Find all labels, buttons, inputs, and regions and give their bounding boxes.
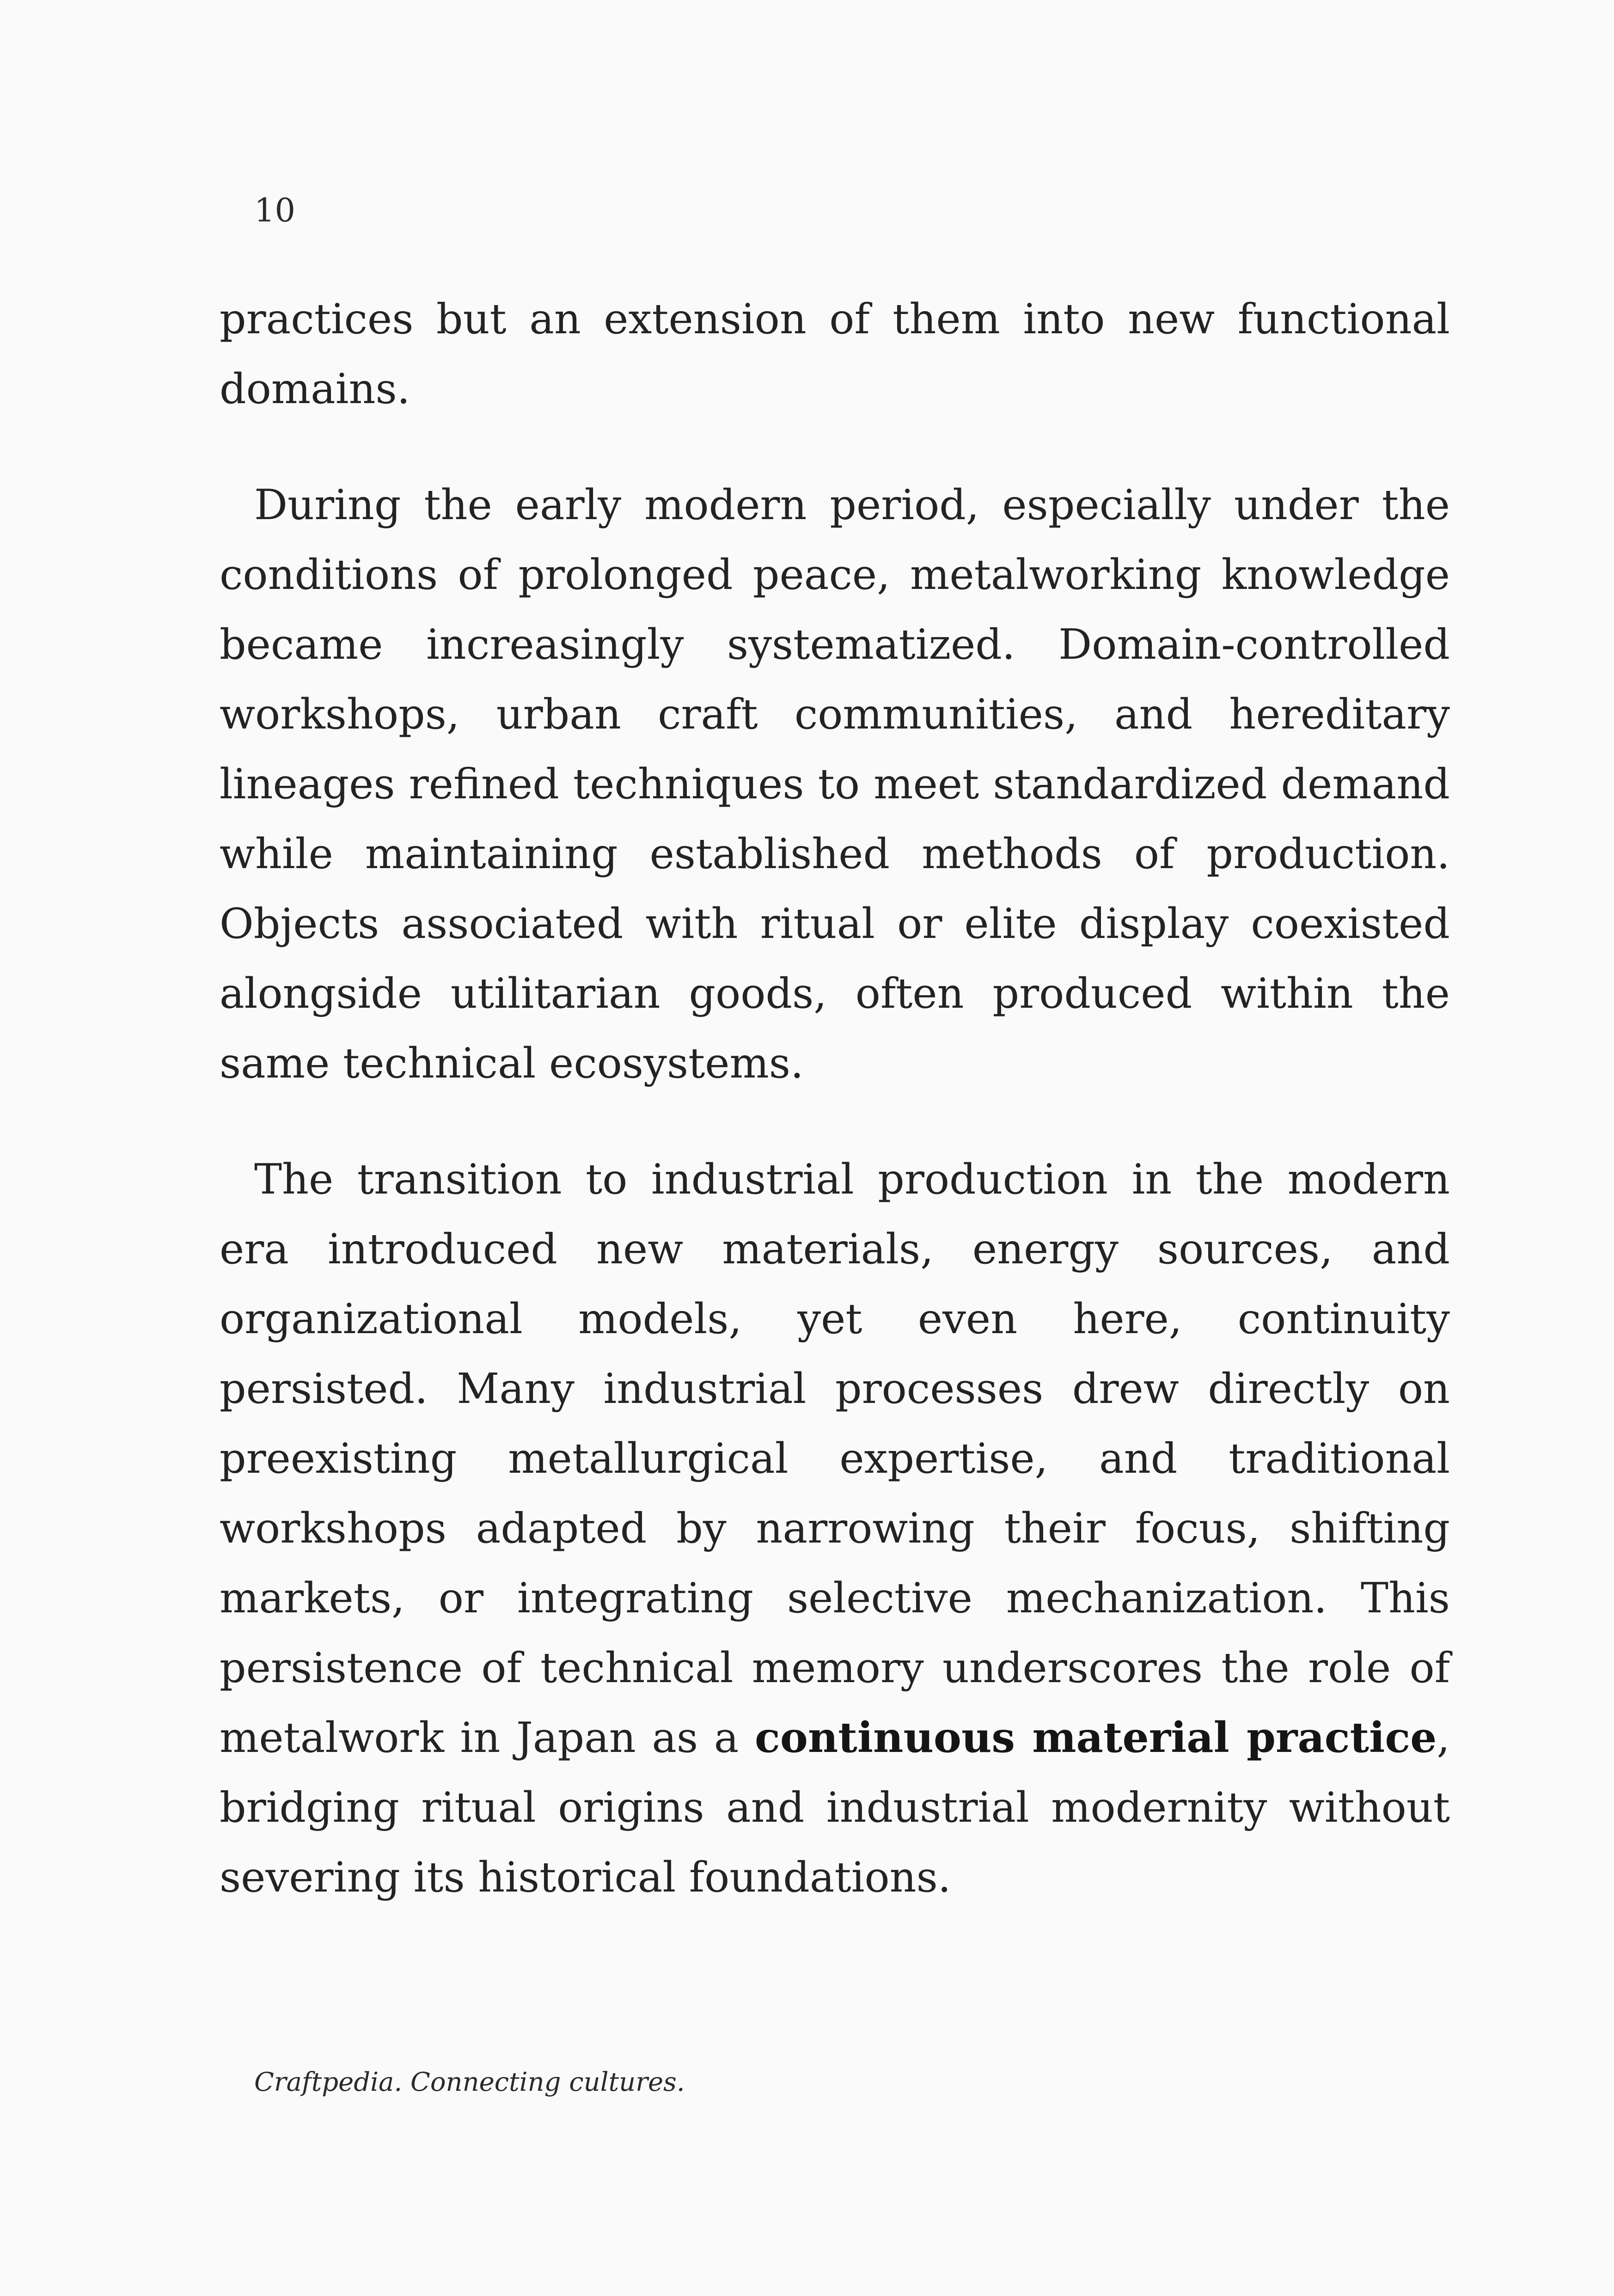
paragraph-text-after: , bridging ritual origins and industrial modernity without severing its historical foundations.	[220, 1714, 1450, 1902]
paragraph-early-modern: During the early modern period, especially under the conditions of prolonged peace, metalworking knowledge became increasingly systematized. Domain-controlled workshops, urban craft communities, and hereditary lineages refined techniques to meet standardized demand while maintaining established methods of production. Objects associated with ritual or elite display coexisted alongside utilitarian goods, often produced within the same technical ecosystems.	[220, 481, 1450, 1088]
bold-phrase: continuous material practice	[755, 1713, 1437, 1762]
footer-tagline: Craftpedia. Connecting cultures.	[254, 2067, 685, 2097]
paragraph-continuation: practices but an extension of them into new functional domains.	[220, 295, 1450, 413]
page-number: 10	[254, 191, 296, 229]
paragraph-text-before: The transition to industrial production in the modern era introduced new materials, energy sources, and organizational models, yet even here, continuity persisted. Many industrial processes drew directly on preexisting metallurgical expertise, and traditional workshops adapted by narrowing their focus, shifting markets, or integrating selective mechanization. This persistence of technical memory underscores the role of metalwork in Japan as a	[220, 1155, 1450, 1762]
paragraph-industrial-transition	[220, 1145, 1450, 1912]
body-text	[220, 284, 1450, 1959]
